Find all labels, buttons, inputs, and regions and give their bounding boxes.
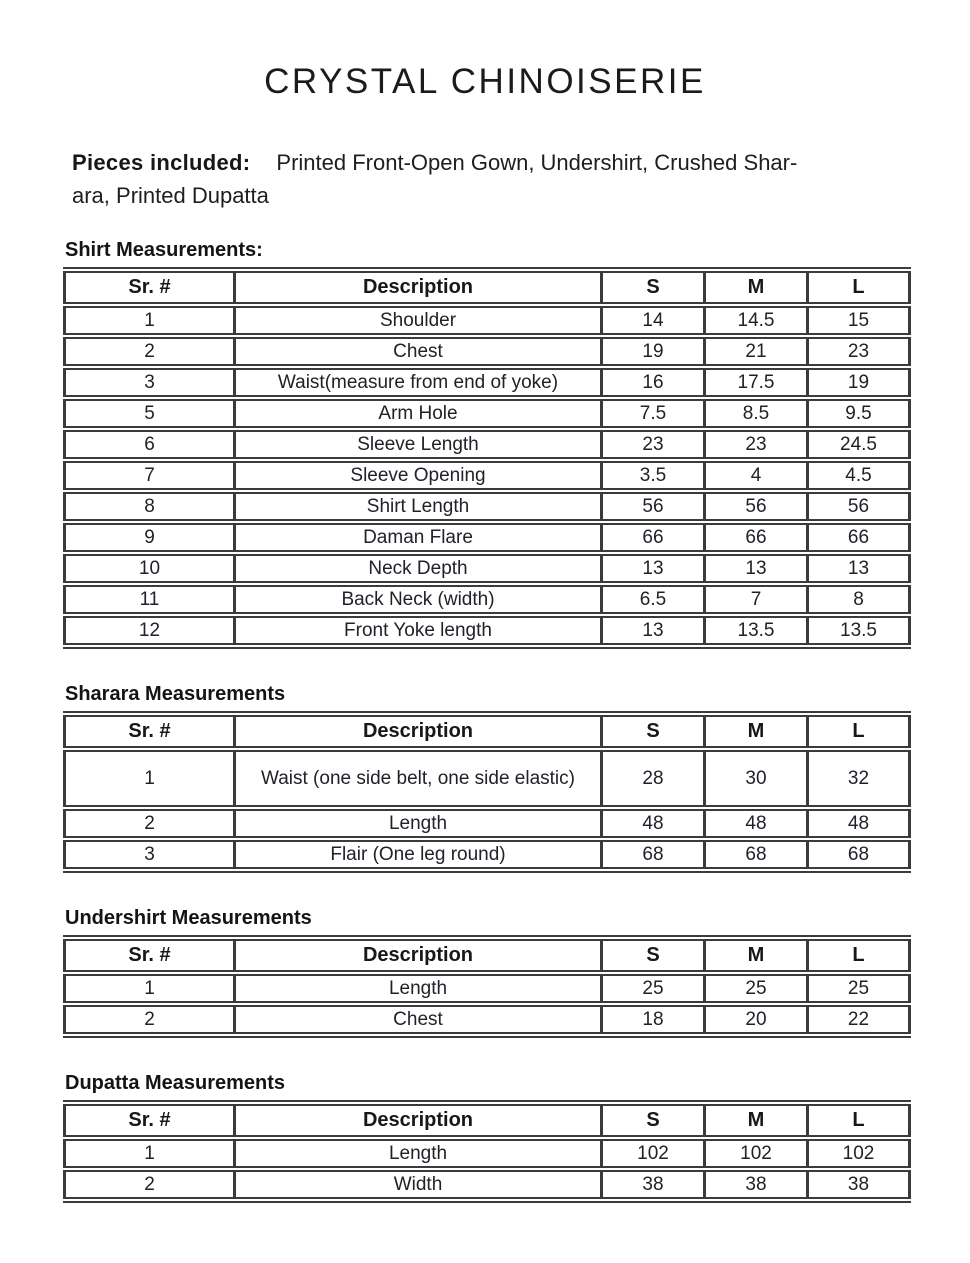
table-cell: 56 xyxy=(808,491,910,522)
column-header-1: Description xyxy=(235,938,602,973)
table-cell: 28 xyxy=(602,749,705,808)
column-header-1: Description xyxy=(235,1103,602,1138)
column-header-4: L xyxy=(808,938,910,973)
table-cell: Waist(measure from end of yoke) xyxy=(235,367,602,398)
column-header-3: M xyxy=(705,938,808,973)
page-title: CRYSTAL CHINOISERIE xyxy=(264,62,706,101)
column-header-1: Description xyxy=(235,270,602,305)
table-cell: 13.5 xyxy=(808,615,910,646)
column-header-4: L xyxy=(808,270,910,305)
sharara-measurements-heading: Sharara Measurements xyxy=(65,683,286,705)
table-cell: 1 xyxy=(65,973,235,1004)
table-cell: 68 xyxy=(705,839,808,870)
table-cell: Length xyxy=(235,1138,602,1169)
table-cell: Neck Depth xyxy=(235,553,602,584)
table-cell: 102 xyxy=(705,1138,808,1169)
table-cell: Flair (One leg round) xyxy=(235,839,602,870)
table-cell: 18 xyxy=(602,1004,705,1035)
table-cell: 38 xyxy=(602,1169,705,1200)
table-cell: 21 xyxy=(705,336,808,367)
column-header-2: S xyxy=(602,270,705,305)
table-cell: 10 xyxy=(65,553,235,584)
table-cell: 48 xyxy=(602,808,705,839)
table-cell: 6.5 xyxy=(602,584,705,615)
column-header-0: Sr. # xyxy=(65,1103,235,1138)
table-cell: 23 xyxy=(602,429,705,460)
sharara-measurements-table xyxy=(63,711,911,873)
table-cell: 56 xyxy=(705,491,808,522)
table-cell: 4 xyxy=(705,460,808,491)
dupatta-measurements-section xyxy=(0,1072,970,1203)
table-row xyxy=(65,808,910,839)
table-cell: 102 xyxy=(808,1138,910,1169)
table-cell: 2 xyxy=(65,336,235,367)
table-cell: Chest xyxy=(235,336,602,367)
column-header-0: Sr. # xyxy=(65,714,235,749)
table-cell: 2 xyxy=(65,808,235,839)
pieces-included-label: Pieces included: xyxy=(72,150,251,175)
table-cell: 32 xyxy=(808,749,910,808)
table-cell: 7.5 xyxy=(602,398,705,429)
table-cell: 20 xyxy=(705,1004,808,1035)
table-cell: 8 xyxy=(65,491,235,522)
table-header-row xyxy=(65,270,910,305)
shirt-measurements-heading: Shirt Measurements: xyxy=(65,239,263,261)
pieces-included-line2: ara, Printed Dupatta xyxy=(72,183,269,208)
table-cell: Sleeve Opening xyxy=(235,460,602,491)
table-cell: 25 xyxy=(602,973,705,1004)
table-cell: 25 xyxy=(808,973,910,1004)
table-cell: 24.5 xyxy=(808,429,910,460)
table-cell: 9 xyxy=(65,522,235,553)
table-cell: Daman Flare xyxy=(235,522,602,553)
undershirt-measurements-section xyxy=(0,907,970,1038)
shirt-measurements-section xyxy=(0,239,970,649)
table-cell: 13 xyxy=(602,615,705,646)
column-header-0: Sr. # xyxy=(65,270,235,305)
sharara-measurements-section xyxy=(0,683,970,873)
table-cell: 8.5 xyxy=(705,398,808,429)
pieces-included-line1: Printed Front-Open Gown, Undershirt, Crushed Shar- xyxy=(276,150,798,175)
table-cell: Length xyxy=(235,808,602,839)
column-header-3: M xyxy=(705,1103,808,1138)
table-row xyxy=(65,839,910,870)
column-header-2: S xyxy=(602,938,705,973)
table-cell: Waist (one side belt, one side elastic) xyxy=(235,749,602,808)
table-cell: 1 xyxy=(65,749,235,808)
column-header-0: Sr. # xyxy=(65,938,235,973)
table-cell: 12 xyxy=(65,615,235,646)
table-cell: 66 xyxy=(705,522,808,553)
column-header-4: L xyxy=(808,714,910,749)
table-cell: 11 xyxy=(65,584,235,615)
table-cell: 23 xyxy=(705,429,808,460)
table-row xyxy=(65,522,910,553)
table-cell: 3.5 xyxy=(602,460,705,491)
table-cell: 13 xyxy=(705,553,808,584)
table-cell: Shirt Length xyxy=(235,491,602,522)
table-cell: Chest xyxy=(235,1004,602,1035)
table-cell: 15 xyxy=(808,305,910,336)
table-cell: 4.5 xyxy=(808,460,910,491)
table-row xyxy=(65,367,910,398)
table-cell: Length xyxy=(235,973,602,1004)
table-cell: Sleeve Length xyxy=(235,429,602,460)
table-cell: 48 xyxy=(705,808,808,839)
table-cell: 6 xyxy=(65,429,235,460)
table-cell: Shoulder xyxy=(235,305,602,336)
table-cell: 7 xyxy=(65,460,235,491)
table-row xyxy=(65,749,910,808)
table-cell: Arm Hole xyxy=(235,398,602,429)
table-header-row xyxy=(65,1103,910,1138)
dupatta-measurements-table xyxy=(63,1100,911,1203)
table-cell: 13 xyxy=(808,553,910,584)
table-header-row xyxy=(65,938,910,973)
table-cell: 16 xyxy=(602,367,705,398)
undershirt-measurements-heading: Undershirt Measurements xyxy=(65,907,312,929)
table-row xyxy=(65,305,910,336)
table-cell: 7 xyxy=(705,584,808,615)
table-row xyxy=(65,1004,910,1035)
column-header-3: M xyxy=(705,714,808,749)
table-row xyxy=(65,336,910,367)
table-cell: 102 xyxy=(602,1138,705,1169)
table-row xyxy=(65,584,910,615)
table-cell: 30 xyxy=(705,749,808,808)
table-row xyxy=(65,491,910,522)
table-cell: 68 xyxy=(808,839,910,870)
table-cell: 9.5 xyxy=(808,398,910,429)
table-row xyxy=(65,429,910,460)
undershirt-measurements-table xyxy=(63,935,911,1038)
table-cell: 1 xyxy=(65,1138,235,1169)
table-cell: 5 xyxy=(65,398,235,429)
table-row xyxy=(65,460,910,491)
table-cell: 14.5 xyxy=(705,305,808,336)
column-header-3: M xyxy=(705,270,808,305)
table-cell: 13.5 xyxy=(705,615,808,646)
column-header-2: S xyxy=(602,714,705,749)
table-cell: 1 xyxy=(65,305,235,336)
table-cell: 2 xyxy=(65,1004,235,1035)
table-cell: 13 xyxy=(602,553,705,584)
table-cell: Front Yoke length xyxy=(235,615,602,646)
table-cell: 2 xyxy=(65,1169,235,1200)
table-cell: 22 xyxy=(808,1004,910,1035)
table-cell: 23 xyxy=(808,336,910,367)
table-cell: 68 xyxy=(602,839,705,870)
table-row xyxy=(65,553,910,584)
table-cell: 38 xyxy=(808,1169,910,1200)
shirt-measurements-table xyxy=(63,267,911,649)
table-cell: 25 xyxy=(705,973,808,1004)
pieces-included-paragraph xyxy=(72,146,900,212)
table-cell: 3 xyxy=(65,367,235,398)
table-cell: 56 xyxy=(602,491,705,522)
table-cell: 17.5 xyxy=(705,367,808,398)
table-cell: 19 xyxy=(602,336,705,367)
table-cell: 38 xyxy=(705,1169,808,1200)
table-cell: 19 xyxy=(808,367,910,398)
table-row xyxy=(65,615,910,646)
column-header-1: Description xyxy=(235,714,602,749)
table-cell: 66 xyxy=(808,522,910,553)
column-header-2: S xyxy=(602,1103,705,1138)
table-row xyxy=(65,973,910,1004)
table-cell: Back Neck (width) xyxy=(235,584,602,615)
table-header-row xyxy=(65,714,910,749)
table-row xyxy=(65,398,910,429)
table-row xyxy=(65,1169,910,1200)
column-header-4: L xyxy=(808,1103,910,1138)
table-row xyxy=(65,1138,910,1169)
table-cell: 8 xyxy=(808,584,910,615)
table-cell: Width xyxy=(235,1169,602,1200)
table-cell: 48 xyxy=(808,808,910,839)
table-cell: 3 xyxy=(65,839,235,870)
table-cell: 14 xyxy=(602,305,705,336)
dupatta-measurements-heading: Dupatta Measurements xyxy=(65,1072,286,1094)
table-cell: 66 xyxy=(602,522,705,553)
